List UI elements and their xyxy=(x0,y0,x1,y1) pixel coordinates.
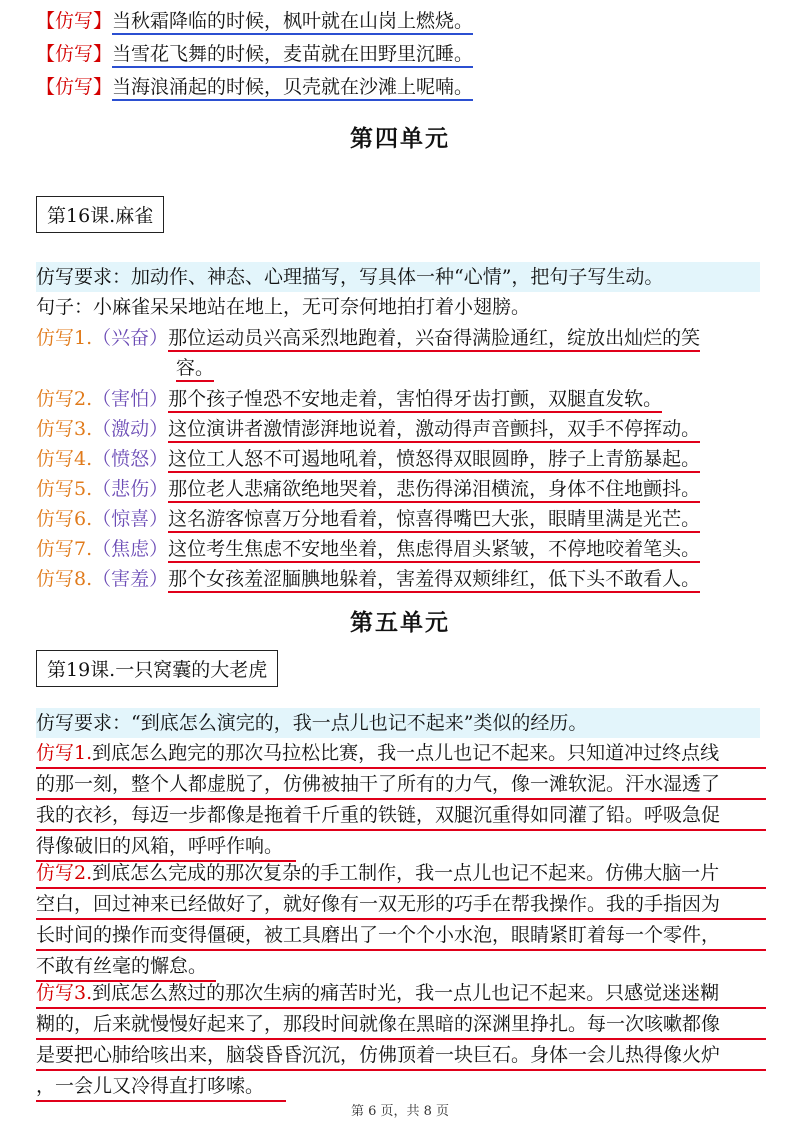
paragraph-line xyxy=(36,858,766,889)
paragraph-line: 得像破旧的风箱，呼呼作响。 xyxy=(36,831,296,862)
imitation-text: 那位老人悲痛欲绝地哭着，悲伤得涕泪横流，身体不住地颤抖。 xyxy=(168,478,700,503)
lesson-title-box: 第19课.一只窝囊的大老虎 xyxy=(36,650,278,687)
imitation-paragraph xyxy=(36,978,766,1102)
imitation-item xyxy=(36,323,760,353)
imitation-text: 这位考生焦虑不安地坐着，焦虑得眉头紧皱，不停地咬着笔头。 xyxy=(168,538,700,563)
paragraph-line: 长时间的操作而变得僵硬，被工具磨出了一个个小水泡，眼睛紧盯着每一个零件， xyxy=(36,920,766,951)
paragraph-line: ，一会儿又冷得直打哆嗦。 xyxy=(36,1071,286,1102)
unit-title: 第五单元 xyxy=(350,609,450,636)
paragraph-line: 不敢有丝毫的懈怠。 xyxy=(36,951,216,982)
imitation-item xyxy=(36,534,760,564)
paragraph-line: 的那一刻，整个人都虚脱了，仿佛被抽干了所有的力气，像一滩软泥。汗水湿透了 xyxy=(36,769,766,800)
mood-label: （愤怒） xyxy=(92,448,169,470)
imitation-text: 这名游客惊喜万分地看着，惊喜得嘴巴大张，眼睛里满是光芒。 xyxy=(168,508,700,533)
imitation-text: 这位演讲者激情澎湃地说着，激动得声音颤抖，双手不停挥动。 xyxy=(168,418,700,443)
imitation-item xyxy=(36,474,760,504)
imitation-item xyxy=(36,504,760,534)
imitation-item xyxy=(36,384,760,414)
imitation-text: 那个女孩羞涩腼腆地躲着，害羞得双颊绯红，低下头不敢看人。 xyxy=(168,568,700,593)
top-item-text: 当雪花飞舞的时候，麦苗就在田野里沉睡。 xyxy=(112,43,473,68)
paragraph-label: 仿写1. xyxy=(36,742,93,764)
imitation-paragraph xyxy=(36,738,766,862)
top-item-tag: 【仿写】 xyxy=(36,43,113,65)
top-item xyxy=(36,39,760,69)
imitation-number: 仿写5. xyxy=(36,478,93,500)
paragraph-text: 到底怎么熬过的那次生病的痛苦时光，我一点儿也记不起来。只感觉迷迷糊 xyxy=(92,982,720,1004)
imitation-number: 仿写2. xyxy=(36,388,93,410)
writing-requirement: 仿写要求：“到底怎么演完的，我一点儿也记不起来”类似的经历。 xyxy=(36,708,760,738)
mood-label: （焦虑） xyxy=(92,538,169,560)
writing-requirement: 仿写要求：加动作、神态、心理描写，写具体一种“心情”，把句子写生动。 xyxy=(36,262,760,292)
unit-title: 第四单元 xyxy=(350,125,450,152)
imitation-text: 容。 xyxy=(176,357,214,382)
mood-label: （害怕） xyxy=(92,388,169,410)
top-item-text: 当秋霜降临的时候，枫叶就在山岗上燃烧。 xyxy=(112,10,473,35)
imitation-paragraph xyxy=(36,858,766,982)
imitation-item xyxy=(36,444,760,474)
imitation-item xyxy=(36,414,760,444)
top-item-tag: 【仿写】 xyxy=(36,76,113,98)
paragraph-line xyxy=(36,978,766,1009)
imitation-item xyxy=(36,564,760,594)
top-item xyxy=(36,6,760,36)
paragraph-text: 到底怎么跑完的那次马拉松比赛，我一点儿也记不起来。只知道冲过终点线 xyxy=(92,742,720,764)
mood-label: （惊喜） xyxy=(92,508,169,530)
paragraph-line: 是要把心肺给咳出来，脑袋昏昏沉沉，仿佛顶着一块巨石。身体一会儿热得像火炉 xyxy=(36,1040,766,1071)
paragraph-line xyxy=(36,738,766,769)
imitation-number: 仿写6. xyxy=(36,508,93,530)
imitation-number: 仿写4. xyxy=(36,448,93,470)
paragraph-label: 仿写3. xyxy=(36,982,93,1004)
mood-label: （激动） xyxy=(92,418,169,440)
imitation-text: 那个孩子惶恐不安地走着，害怕得牙齿打颤，双腿直发软。 xyxy=(168,388,662,413)
imitation-text: 那位运动员兴高采烈地跑着，兴奋得满脸通红，绽放出灿烂的笑 xyxy=(168,327,700,352)
top-item-tag: 【仿写】 xyxy=(36,10,113,32)
mood-label: （害羞） xyxy=(92,568,169,590)
imitation-item-continuation xyxy=(176,353,760,383)
paragraph-line: 我的衣衫，每迈一步都像是拖着千斤重的铁链，双腿沉重得如同灌了铅。呼吸急促 xyxy=(36,800,766,831)
imitation-number: 仿写1. xyxy=(36,327,93,349)
imitation-number: 仿写8. xyxy=(36,568,93,590)
paragraph-label: 仿写2. xyxy=(36,862,93,884)
lesson-title-box: 第16课.麻雀 xyxy=(36,196,164,233)
imitation-text: 这位工人怒不可遏地吼着，愤怒得双眼圆睁，脖子上青筋暴起。 xyxy=(168,448,700,473)
imitation-number: 仿写3. xyxy=(36,418,93,440)
example-sentence: 句子：小麻雀呆呆地站在地上，无可奈何地拍打着小翅膀。 xyxy=(36,296,531,318)
paragraph-line: 糊的，后来就慢慢好起来了，那段时间就像在黑暗的深渊里挣扎。每一次咳嗽都像 xyxy=(36,1009,766,1040)
top-item xyxy=(36,72,760,102)
mood-label: （悲伤） xyxy=(92,478,169,500)
top-item-text: 当海浪涌起的时候，贝壳就在沙滩上呢喃。 xyxy=(112,76,473,101)
imitation-number: 仿写7. xyxy=(36,538,93,560)
page-footer: 第 6 页，共 8 页 xyxy=(350,1104,450,1119)
paragraph-line: 空白，回过神来已经做好了，就好像有一双无形的巧手在帮我操作。我的手指因为 xyxy=(36,889,766,920)
paragraph-text: 到底怎么完成的那次复杂的手工制作，我一点儿也记不起来。仿佛大脑一片 xyxy=(92,862,720,884)
mood-label: （兴奋） xyxy=(92,327,169,349)
